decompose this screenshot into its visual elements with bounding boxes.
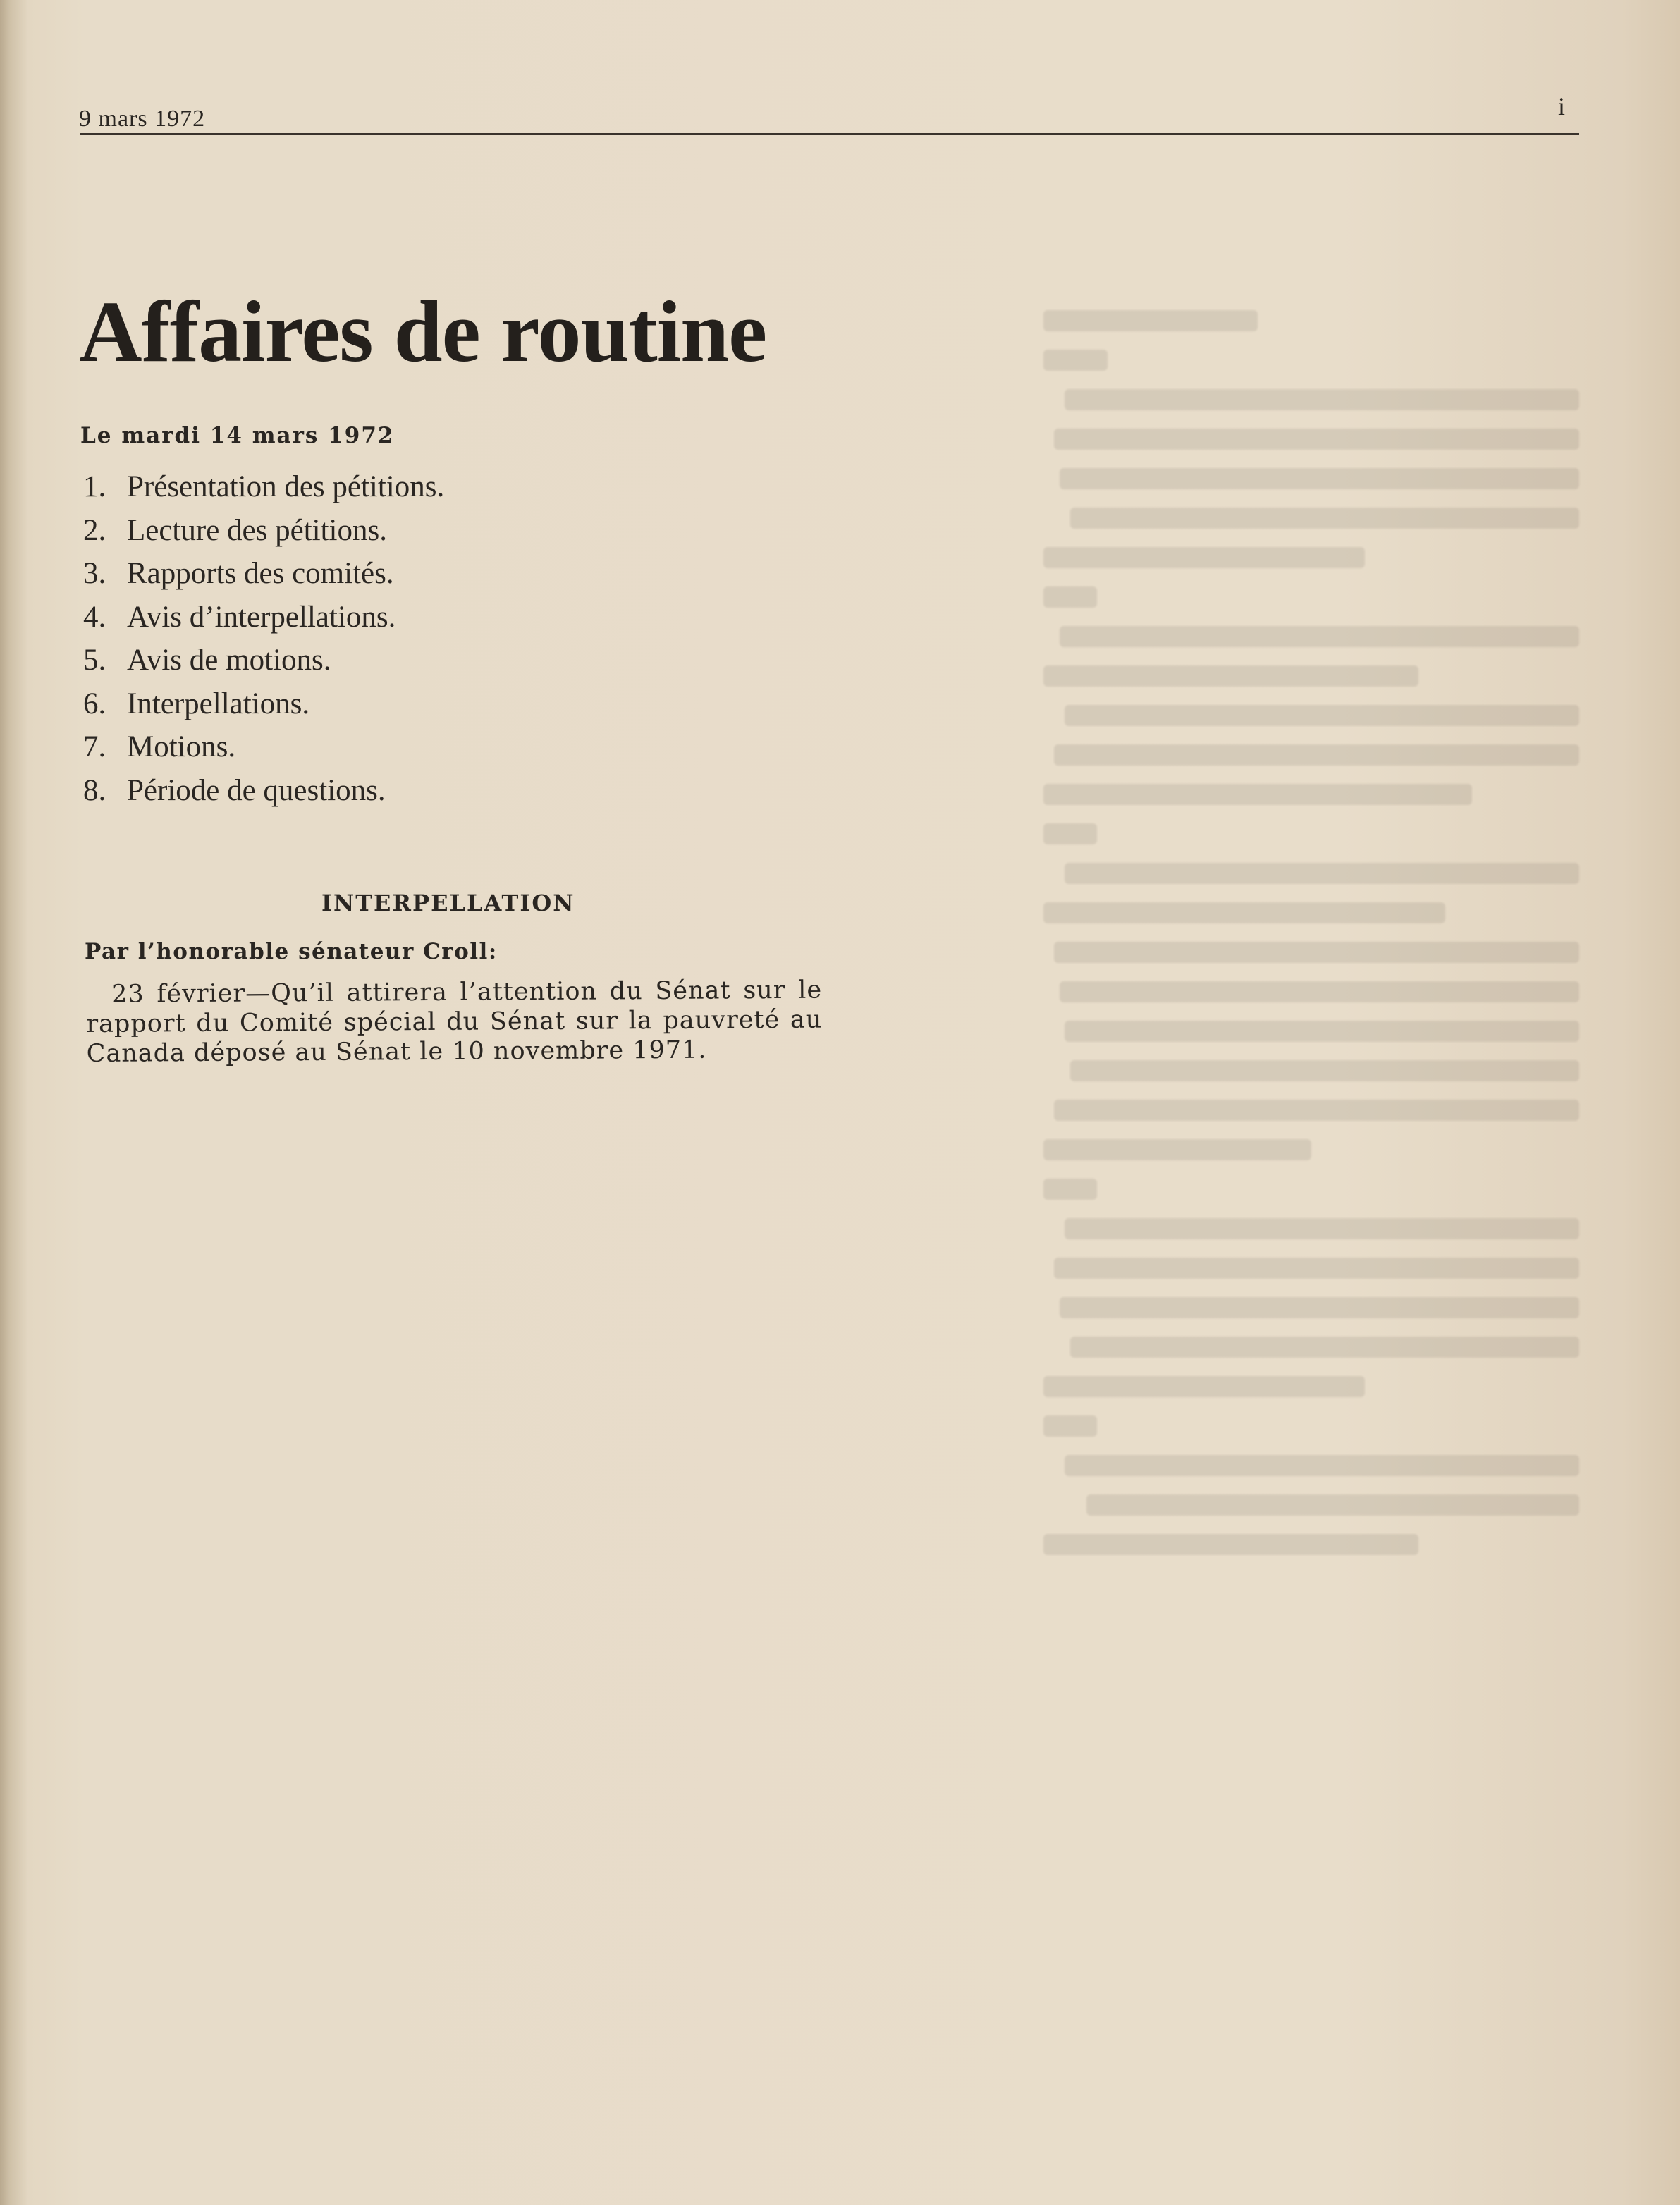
item-number: 2.: [83, 513, 106, 547]
item-label: Avis de motions.: [127, 644, 331, 677]
list-item: [83, 465, 444, 509]
list-item: [83, 769, 444, 813]
routine-list: [83, 465, 444, 812]
item-number: 4.: [83, 600, 106, 634]
item-label: Présentation des pétitions.: [127, 470, 445, 503]
page-number: i: [1558, 92, 1566, 121]
show-through-bleed: [1043, 261, 1579, 1812]
page-title: Affaires de routine: [79, 283, 767, 380]
speaker-line: Par l’honorable sénateur Croll:: [85, 939, 498, 964]
list-item: [83, 682, 444, 726]
item-label: Motions.: [127, 730, 236, 763]
item-label: Rapports des comités.: [127, 557, 394, 590]
list-item: [83, 596, 444, 639]
item-label: Période de questions.: [127, 773, 386, 807]
list-item: [83, 552, 444, 596]
item-number: 8.: [83, 773, 106, 807]
header-divider: [80, 133, 1579, 135]
item-number: 6.: [83, 687, 106, 720]
item-label: Avis d’interpellations.: [127, 600, 396, 634]
item-label: Interpellations.: [127, 687, 310, 720]
list-item: [83, 639, 444, 682]
header-date: 9 mars 1972: [79, 106, 206, 132]
item-number: 5.: [83, 644, 106, 677]
section-heading: INTERPELLATION: [321, 890, 575, 916]
interpellation-text: 23 février—Qu’il attirera l’attention du Sénat sur le rapport du Comité spécial du Sénat sur la pauvreté au Canada déposé au Sénat le 10 novembre 1971.: [86, 976, 823, 1068]
session-date: Le mardi 14 mars 1972: [80, 423, 395, 448]
item-number: 3.: [83, 557, 106, 590]
list-item: [83, 509, 444, 553]
list-item: [83, 725, 444, 769]
item-number: 7.: [83, 730, 106, 763]
item-label: Lecture des pétitions.: [127, 513, 387, 547]
item-number: 1.: [83, 470, 106, 503]
